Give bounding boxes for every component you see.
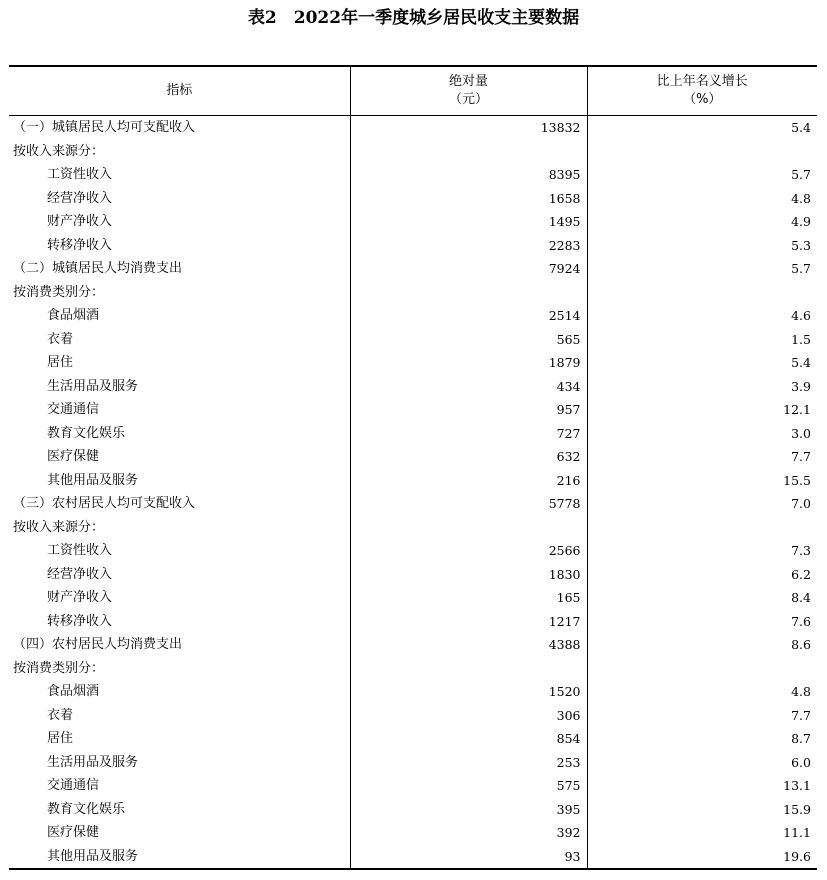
row-label: （四）农村居民人均消费支出: [13, 637, 183, 652]
header-indicator: [9, 66, 350, 116]
row-label: 生活用品及服务: [47, 754, 139, 770]
table-row: [9, 821, 817, 845]
row-growth-value: [587, 140, 817, 164]
row-growth-value: 4.8: [587, 187, 817, 211]
row-absolute-value: 565: [350, 328, 587, 352]
table-row: [9, 727, 817, 751]
row-label: 衣着: [47, 707, 74, 723]
row-growth-value: 7.0: [587, 492, 817, 516]
row-label: 按收入来源分：: [13, 143, 105, 159]
row-label: 医疗保健: [47, 825, 100, 840]
row-absolute-value: 2566: [350, 539, 587, 563]
row-growth-value: 4.8: [587, 680, 817, 704]
row-label: 其他用品及服务: [47, 848, 139, 864]
row-absolute-value: 957: [350, 398, 587, 422]
row-growth-value: 4.9: [587, 210, 817, 234]
row-absolute-value: 13832: [350, 116, 587, 140]
row-absolute-value: [350, 140, 587, 164]
row-label: 经营净收入: [47, 190, 113, 206]
row-label: 工资性收入: [47, 543, 113, 558]
row-absolute-value: 216: [350, 469, 587, 493]
row-growth-value: 6.0: [587, 751, 817, 775]
table-row: [9, 281, 817, 305]
row-label: 医疗保健: [47, 449, 100, 464]
table-row: [9, 398, 817, 422]
row-absolute-value: 2283: [350, 234, 587, 258]
row-label: （一）城镇居民人均可支配收入: [13, 120, 196, 135]
row-absolute-value: 1520: [350, 680, 587, 704]
row-absolute-value: 93: [350, 845, 587, 870]
row-growth-value: 13.1: [587, 774, 817, 798]
row-label: 按消费类别分：: [13, 284, 105, 300]
row-absolute-value: 1879: [350, 351, 587, 375]
table-row: [9, 751, 817, 775]
table-row: [9, 563, 817, 587]
row-growth-value: [587, 516, 817, 540]
row-label: 居住: [47, 731, 74, 746]
table-row: [9, 657, 817, 681]
table-title: 表2 2022年一季度城乡居民收支主要数据: [247, 8, 580, 28]
row-growth-value: 7.3: [587, 539, 817, 563]
row-label: 食品烟酒: [47, 308, 100, 323]
row-growth-value: 8.7: [587, 727, 817, 751]
row-absolute-value: 1217: [350, 610, 587, 634]
header-absolute-label: 绝对量: [448, 74, 488, 89]
row-label: 食品烟酒: [47, 684, 100, 699]
table-row: [9, 492, 817, 516]
table-row: [9, 351, 817, 375]
row-absolute-value: [350, 281, 587, 305]
row-growth-value: 1.5: [587, 328, 817, 352]
header-absolute: [350, 66, 587, 116]
header-growth-unit: （%）: [683, 92, 722, 107]
row-absolute-value: 392: [350, 821, 587, 845]
row-growth-value: 19.6: [587, 845, 817, 870]
row-absolute-value: [350, 516, 587, 540]
table-body: [9, 116, 817, 870]
row-growth-value: 12.1: [587, 398, 817, 422]
row-growth-value: 5.7: [587, 163, 817, 187]
row-growth-value: 5.4: [587, 116, 817, 140]
row-label: 按消费类别分：: [13, 660, 105, 676]
row-label: （二）城镇居民人均消费支出: [13, 261, 183, 276]
row-label: 转移净收入: [47, 237, 113, 253]
table-row: [9, 586, 817, 610]
row-growth-value: 11.1: [587, 821, 817, 845]
row-growth-value: 8.6: [587, 633, 817, 657]
row-absolute-value: 632: [350, 445, 587, 469]
row-growth-value: 3.9: [587, 375, 817, 399]
data-table: [9, 65, 817, 870]
row-absolute-value: 4388: [350, 633, 587, 657]
table-row: [9, 610, 817, 634]
header-indicator-label: 指标: [166, 83, 193, 98]
row-label: 财产净收入: [47, 214, 113, 229]
row-label: 生活用品及服务: [47, 378, 139, 394]
table-row: [9, 304, 817, 328]
row-growth-value: [587, 657, 817, 681]
row-absolute-value: 165: [350, 586, 587, 610]
table-row: [9, 539, 817, 563]
row-growth-value: 5.4: [587, 351, 817, 375]
row-growth-value: 15.9: [587, 798, 817, 822]
row-growth-value: 3.0: [587, 422, 817, 446]
row-label: （三）农村居民人均可支配收入: [13, 496, 196, 511]
table-row: [9, 445, 817, 469]
row-label: 衣着: [47, 331, 74, 347]
row-growth-value: 5.3: [587, 234, 817, 258]
row-growth-value: 7.7: [587, 445, 817, 469]
row-absolute-value: 253: [350, 751, 587, 775]
row-absolute-value: 1658: [350, 187, 587, 211]
table-row: [9, 375, 817, 399]
row-absolute-value: 727: [350, 422, 587, 446]
row-label: 财产净收入: [47, 590, 113, 605]
row-growth-value: [587, 281, 817, 305]
table-row: [9, 163, 817, 187]
table-row: [9, 116, 817, 140]
row-absolute-value: 306: [350, 704, 587, 728]
header-growth-label: 比上年名义增长: [656, 74, 748, 89]
row-absolute-value: 395: [350, 798, 587, 822]
row-label: 教育文化娱乐: [47, 801, 126, 817]
row-absolute-value: 8395: [350, 163, 587, 187]
row-label: 居住: [47, 355, 74, 370]
table-row: [9, 774, 817, 798]
row-growth-value: 6.2: [587, 563, 817, 587]
row-label: 按收入来源分：: [13, 519, 105, 535]
table-row: [9, 469, 817, 493]
row-absolute-value: 1830: [350, 563, 587, 587]
row-label: 教育文化娱乐: [47, 425, 126, 441]
row-label: 交通通信: [47, 402, 100, 417]
table-row: [9, 140, 817, 164]
row-label: 转移净收入: [47, 613, 113, 629]
table-row: [9, 422, 817, 446]
header-row: [9, 66, 817, 116]
row-absolute-value: 575: [350, 774, 587, 798]
table-row: [9, 680, 817, 704]
row-label: 经营净收入: [47, 566, 113, 582]
row-growth-value: 8.4: [587, 586, 817, 610]
table-row: [9, 234, 817, 258]
table-row: [9, 210, 817, 234]
table-row: [9, 328, 817, 352]
header-absolute-unit: （元）: [448, 92, 488, 107]
row-absolute-value: 2514: [350, 304, 587, 328]
row-absolute-value: 854: [350, 727, 587, 751]
row-growth-value: 7.7: [587, 704, 817, 728]
table-row: [9, 704, 817, 728]
row-label: 其他用品及服务: [47, 472, 139, 488]
row-absolute-value: [350, 657, 587, 681]
table-row: [9, 516, 817, 540]
row-absolute-value: 1495: [350, 210, 587, 234]
row-growth-value: 4.6: [587, 304, 817, 328]
row-absolute-value: 434: [350, 375, 587, 399]
table-row: [9, 257, 817, 281]
row-label: 工资性收入: [47, 167, 113, 182]
row-absolute-value: 5778: [350, 492, 587, 516]
row-growth-value: 7.6: [587, 610, 817, 634]
row-absolute-value: 7924: [350, 257, 587, 281]
table-row: [9, 633, 817, 657]
table-row: [9, 187, 817, 211]
row-growth-value: 5.7: [587, 257, 817, 281]
row-label: 交通通信: [47, 778, 100, 793]
header-growth: [587, 66, 817, 116]
table-row: [9, 845, 817, 870]
table-row: [9, 798, 817, 822]
row-growth-value: 15.5: [587, 469, 817, 493]
